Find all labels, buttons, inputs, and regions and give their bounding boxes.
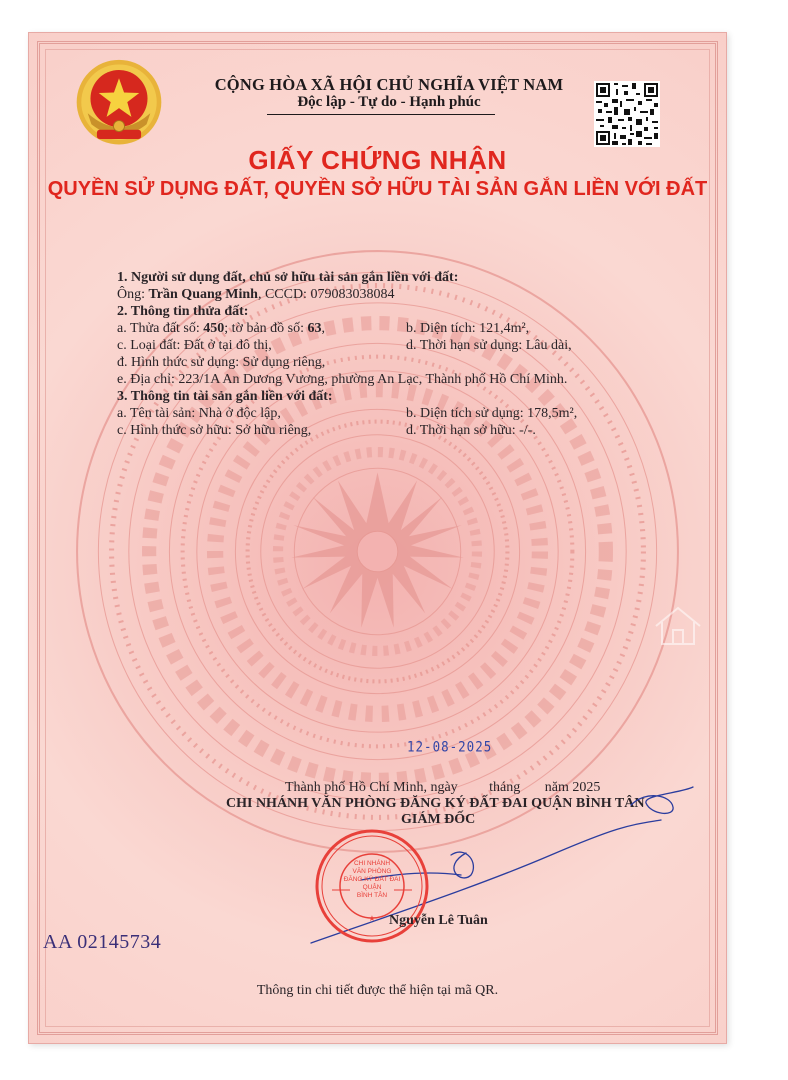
seal-line-1: CHI NHÁNH xyxy=(353,860,391,867)
parcel-prefix: a. Thửa đất số: xyxy=(117,321,204,336)
owner-line xyxy=(117,287,394,303)
national-emblem-icon xyxy=(73,58,165,150)
certificate-subtitle: QUYỀN SỬ DỤNG ĐẤT, QUYỀN SỞ HỮU TÀI SẢN GẮN LIỀN VỚI ĐẤT xyxy=(47,178,708,200)
map-number: 63 xyxy=(307,321,322,336)
section1-heading: 1. Người sử dụng đất, chủ sở hữu tài sản gắn liền với đất: xyxy=(117,270,459,285)
certificate-title: GIẤY CHỨNG NHẬN xyxy=(248,145,507,175)
land-address: e. Địa chỉ: 223/1A An Dương Vương, phường An Lạc, Thành phố Hồ Chí Minh. xyxy=(117,372,568,387)
owner-prefix: Ông: xyxy=(117,287,149,302)
land-type: c. Loại đất: Đất ở tại đô thị, xyxy=(117,338,272,353)
section3-heading: 3. Thông tin tài sản gắn liền với đất: xyxy=(117,389,333,404)
asset-name: a. Tên tài sản: Nhà ở độc lập, xyxy=(117,406,281,421)
seal-line-3: ĐĂNG KÝ ĐẤT ĐAI xyxy=(343,876,401,883)
map-prefix: ; tờ bản đồ số: xyxy=(224,321,308,336)
issuing-office: CHI NHÁNH VĂN PHÒNG ĐĂNG KÝ ĐẤT ĐAI QUẬN BÌNH TÂN xyxy=(226,796,645,811)
seal-line-2: VĂN PHÒNG xyxy=(352,868,392,875)
floor-area: b. Diện tích sử dụng: 178,5m², xyxy=(406,406,578,421)
seal-line-5: BÌNH TÂN xyxy=(356,892,388,899)
motto-underline xyxy=(267,114,495,115)
section2-heading: 2. Thông tin thửa đất: xyxy=(117,304,249,319)
nation-name: CỘNG HÒA XÃ HỘI CHỦ NGHĨA VIỆT NAM xyxy=(214,75,564,94)
parcel-line xyxy=(117,321,325,337)
map-suffix: , xyxy=(321,321,325,336)
parcel-number: 450 xyxy=(203,321,225,336)
date-stamp: 12-08-2025 xyxy=(407,737,493,756)
qr-footer-note: Thông tin chi tiết được thể hiện tại mã QR. xyxy=(256,983,499,998)
serial-number: AA 02145734 xyxy=(43,931,162,953)
usage-term: d. Thời hạn sử dụng: Lâu dài, xyxy=(406,338,572,353)
land-area: b. Diện tích: 121,4m², xyxy=(406,321,530,336)
usage-form: đ. Hình thức sử dụng: Sử dụng riêng, xyxy=(117,355,326,370)
house-watermark-icon xyxy=(648,596,708,656)
ownership-form: c. Hình thức sở hữu: Sở hữu riêng, xyxy=(117,423,312,438)
signer-name: Nguyễn Lê Tuân xyxy=(389,913,488,928)
place-date: Thành phố Hồ Chí Minh, ngày tháng năm 2025 xyxy=(285,780,601,795)
owner-name: Trần Quang Minh xyxy=(148,287,258,302)
seal-line-4: QUẬN xyxy=(362,884,382,891)
ownership-term: d. Thời hạn sở hữu: -/-. xyxy=(406,423,536,438)
land-use-certificate xyxy=(28,32,727,1044)
signer-position: GIÁM ĐỐC xyxy=(401,812,476,827)
national-motto: Độc lập - Tự do - Hạnh phúc xyxy=(297,94,481,110)
svg-text:★: ★ xyxy=(368,914,376,923)
owner-id: , CCCD: 079083038084 xyxy=(257,287,395,302)
